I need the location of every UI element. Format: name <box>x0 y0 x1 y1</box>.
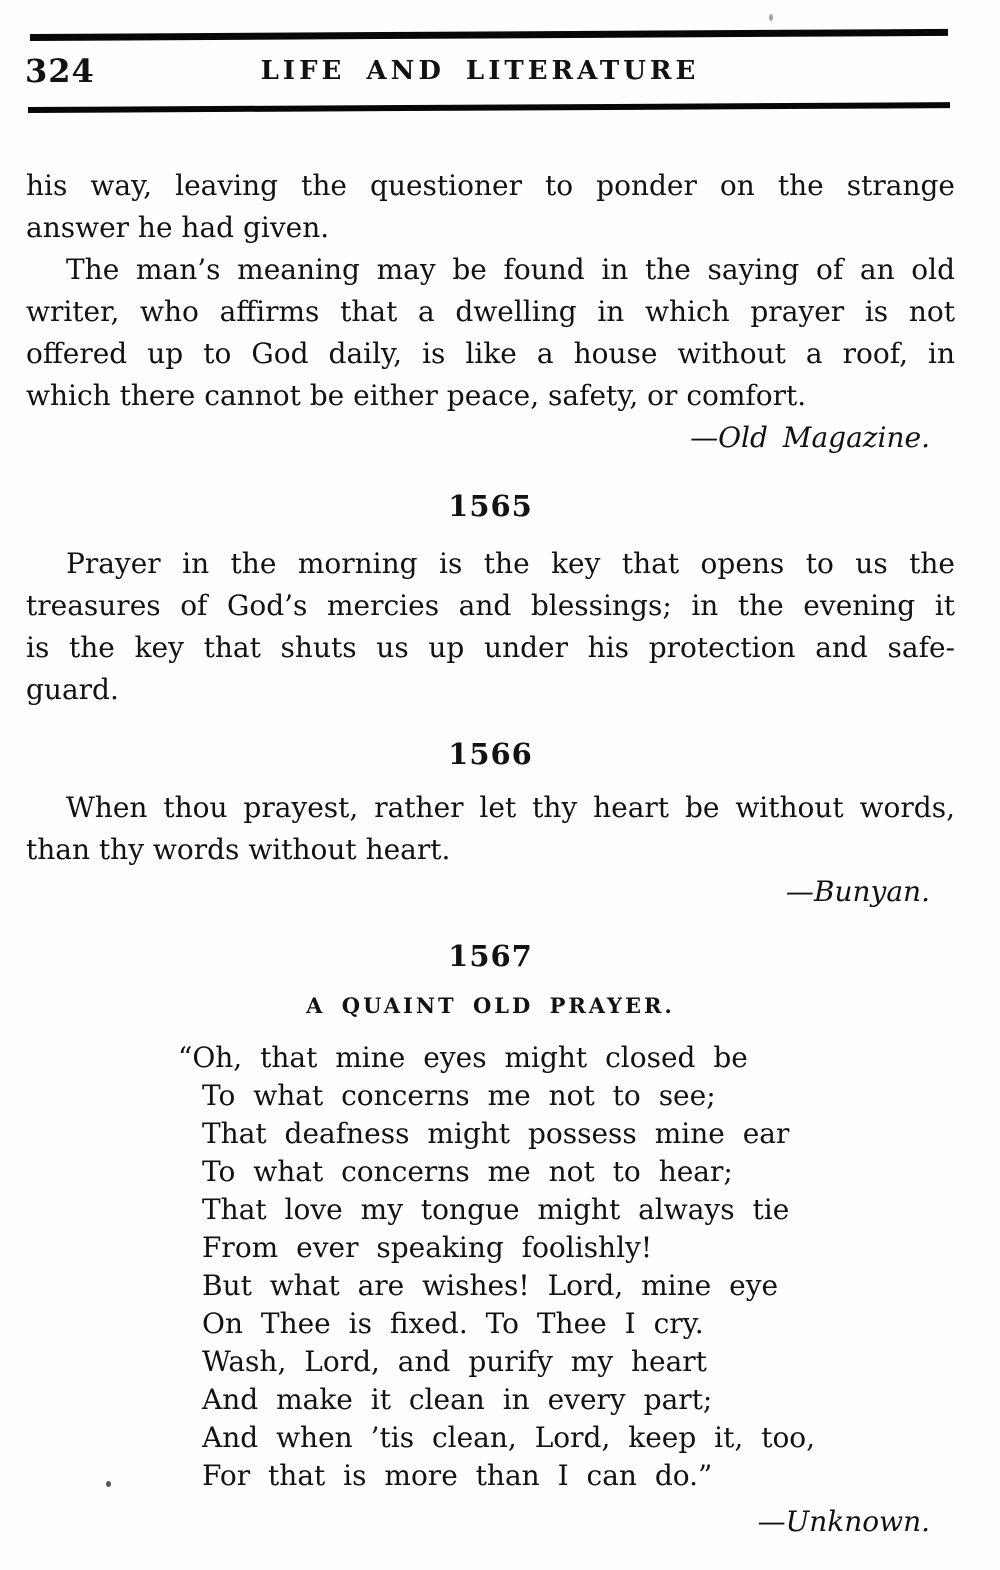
paragraph-line: answer he had given. <box>26 211 330 244</box>
attribution-old-magazine: —Old Magazine. <box>690 421 930 454</box>
paragraph-line: which there cannot be either peace, safety, or comfort. <box>26 379 807 412</box>
poem-line: On Thee is fixed. To Thee I cry. <box>202 1307 704 1340</box>
paragraph-line: guard. <box>26 673 119 706</box>
header-rule-bottom <box>28 102 950 113</box>
poem-line: From ever speaking foolishly! <box>202 1231 653 1264</box>
poem-line: And make it clean in every part; <box>202 1383 713 1416</box>
poem-line: “Oh, that mine eyes might closed be <box>178 1041 748 1074</box>
paragraph-line: treasures of God’s mercies and blessings; in the evening it <box>26 589 955 622</box>
poem-line: To what concerns me not to see; <box>202 1079 716 1112</box>
paragraph-line: Prayer in the morning is the key that opens to us the <box>66 547 955 580</box>
poem-line: For that is more than I can do.” <box>202 1459 713 1492</box>
paragraph-line: than thy words without heart. <box>26 833 451 866</box>
section-number-1565: 1565 <box>448 489 533 523</box>
section-number-1567: 1567 <box>448 939 533 973</box>
scan-artifact-dot <box>769 14 773 21</box>
paragraph-line: The man’s meaning may be found in the saying of an old <box>66 253 955 286</box>
paragraph-line: writer, who affirms that a dwelling in which prayer is not <box>26 295 955 328</box>
poem-line: But what are wishes! Lord, mine eye <box>202 1269 779 1302</box>
poem-line: That deafness might possess mine ear <box>202 1117 790 1150</box>
running-title: LIFE AND LITERATURE <box>260 56 700 86</box>
paragraph-line: is the key that shuts us up under his protection and safe- <box>26 631 955 664</box>
section-number-1566: 1566 <box>448 737 533 771</box>
paragraph-1565 <box>26 543 955 711</box>
paragraph-continuation <box>26 165 955 249</box>
page-number: 324 <box>25 52 95 90</box>
paragraph-line: his way, leaving the questioner to ponder on the strange <box>26 169 955 202</box>
paragraph-line: When thou prayest, rather let thy heart be without words, <box>66 791 955 824</box>
poem-line: That love my tongue might always tie <box>202 1193 790 1226</box>
attribution-bunyan: —Bunyan. <box>785 875 930 908</box>
poem-quaint-old-prayer <box>178 1039 955 1495</box>
scan-artifact-dot <box>106 1481 111 1487</box>
poem-line: And when ’tis clean, Lord, keep it, too, <box>202 1421 816 1454</box>
page-header <box>0 50 1000 94</box>
poem-line: Wash, Lord, and purify my heart <box>202 1345 707 1378</box>
paragraph-line: offered up to God daily, is like a house without a roof, in <box>26 337 955 370</box>
poem-title: A QUAINT OLD PRAYER. <box>306 993 675 1018</box>
attribution-unknown: —Unknown. <box>757 1505 930 1538</box>
paragraph-1566 <box>26 787 955 871</box>
poem-line: To what concerns me not to hear; <box>202 1155 733 1188</box>
header-rule-top <box>30 29 948 41</box>
page-body <box>0 165 1000 1543</box>
paragraph-mans-meaning <box>26 249 955 417</box>
